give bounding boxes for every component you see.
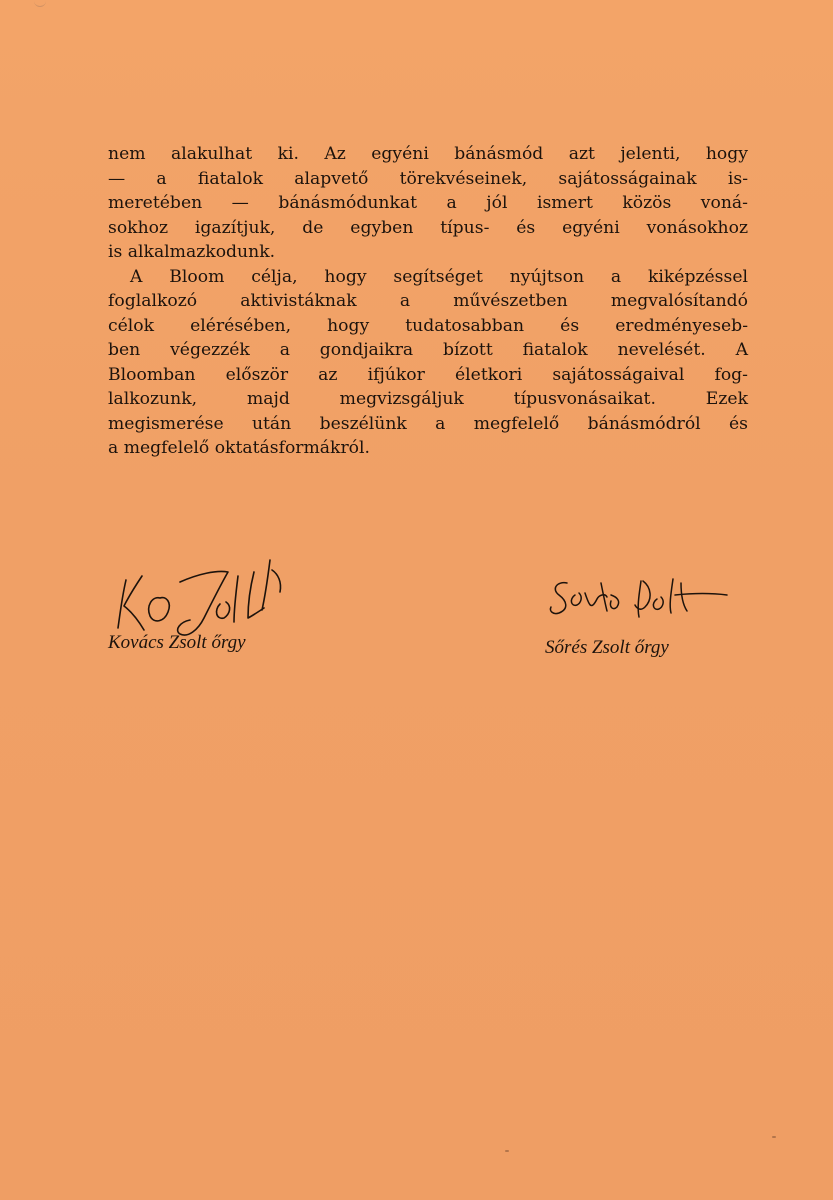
text-line: foglalkozó aktivistáknak a művészetben megvalósítandó bbox=[108, 291, 748, 311]
text-line: célok elérésében, hogy tudatosabban és eredményeseb- bbox=[108, 315, 748, 336]
text-line: megismerése után beszélünk a megfelelő bánásmódról és bbox=[108, 413, 748, 434]
text-line: — a fiatalok alapvető törekvéseinek, sajátosságainak is- bbox=[108, 168, 748, 189]
signature-block-left bbox=[108, 552, 308, 662]
text-line: Bloomban először az ifjúkor életkori sajátosságaival fog- bbox=[108, 364, 748, 385]
text-line: sokhoz igazítjuk, de egyben típus- és egyéni vonásokhoz bbox=[108, 217, 748, 238]
signature-left bbox=[108, 552, 308, 642]
corner-mark bbox=[34, 0, 46, 7]
paper-speck bbox=[772, 1136, 776, 1138]
text-line: meretében — bánásmódunkat a jól ismert közös voná- bbox=[108, 193, 748, 213]
paragraph-2 bbox=[108, 265, 748, 461]
paper-speck bbox=[505, 1150, 509, 1152]
text-line: nem alakulhat ki. Az egyéni bánásmód azt jelenti, hogy bbox=[108, 144, 748, 164]
signature-right bbox=[545, 565, 745, 635]
text-line: ben végezzék a gondjaikra bízott fiatalok nevelését. A bbox=[108, 340, 748, 360]
text-line: A Bloom célja, hogy segítséget nyújtson a kiképzéssel bbox=[130, 266, 748, 287]
signature-name-right: Sőrés Zsolt őrgy bbox=[545, 637, 669, 658]
signature-name-left: Kovács Zsolt őrgy bbox=[108, 632, 246, 653]
text-line: lalkozunk, majd megvizsgáljuk típusvonásaikat. Ezek bbox=[108, 389, 748, 409]
signature-block-right bbox=[545, 565, 745, 665]
text-line: is alkalmazkodunk. bbox=[108, 242, 276, 262]
text-line: a megfelelő oktatásformákról. bbox=[108, 438, 370, 458]
text-body bbox=[108, 142, 748, 461]
paragraph-1 bbox=[108, 142, 748, 265]
